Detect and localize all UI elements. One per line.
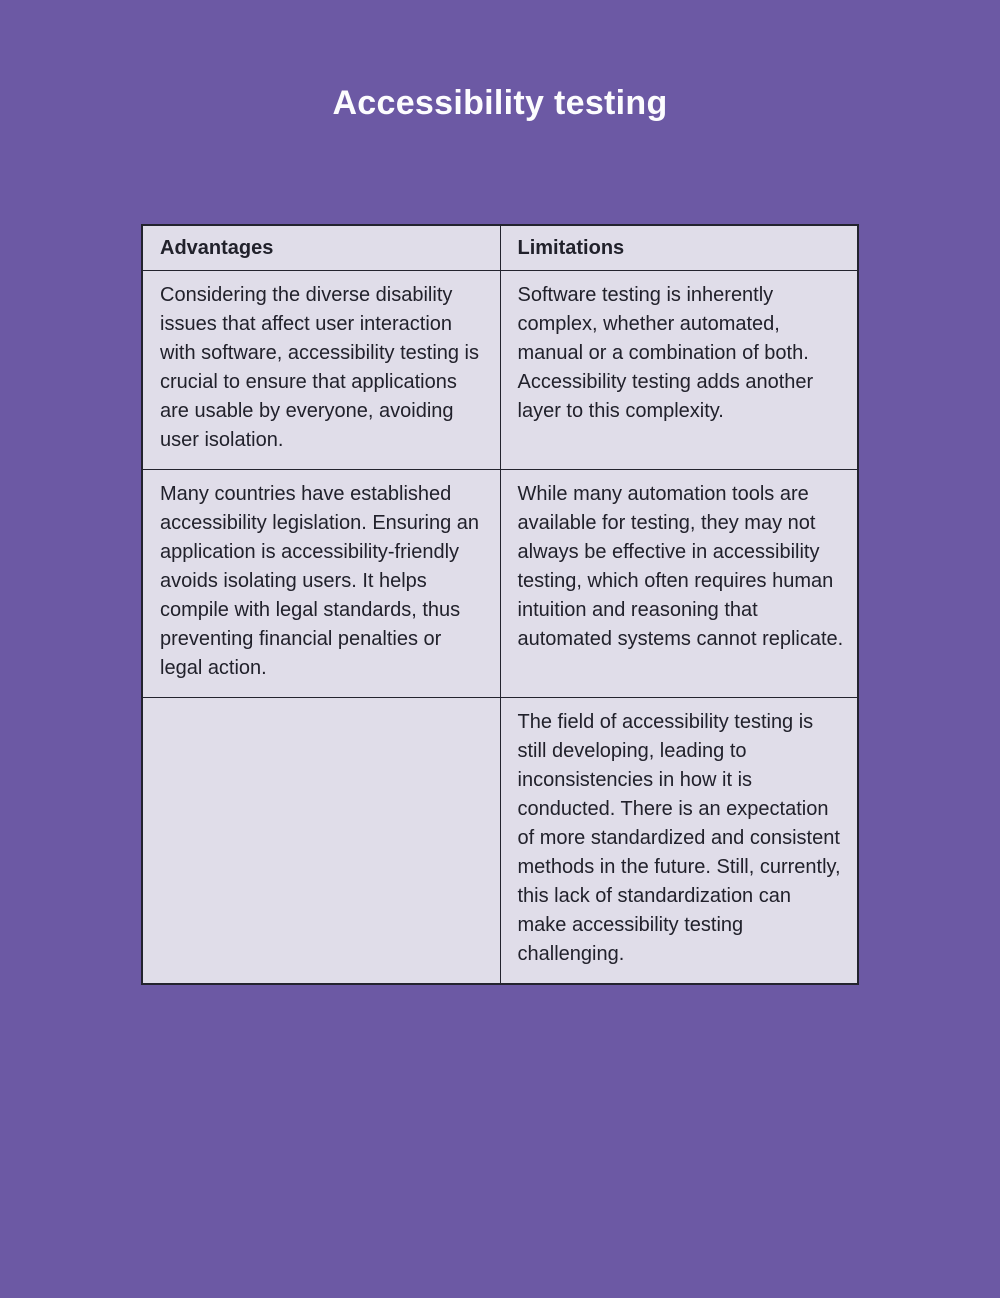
header-row	[142, 225, 858, 271]
page-title: Accessibility testing	[332, 84, 668, 122]
advantages-cell: Many countries have established accessibility legislation. Ensuring an application is accessibility-friendly avoids isolating users. It helps compile with legal standards, thus preventing financial penalties or legal action.	[142, 470, 500, 698]
limitations-cell: The field of accessibility testing is still developing, leading to inconsistencies in how it is conducted. There is an expectation of more standardized and consistent methods in the future. Still, currently, this lack of standardization can make accessibility testing challenging.	[500, 698, 858, 985]
comparison-table-container	[141, 224, 859, 985]
advantages-cell-empty	[142, 698, 500, 985]
table-row	[142, 698, 858, 985]
table-row	[142, 271, 858, 470]
limitations-cell: Software testing is inherently complex, whether automated, manual or a combination of both. Accessibility testing adds another layer to this complexity.	[500, 271, 858, 470]
table-row	[142, 470, 858, 698]
comparison-table	[141, 224, 859, 985]
column-header-limitations: Limitations	[500, 225, 858, 271]
column-header-advantages: Advantages	[142, 225, 500, 271]
table-body	[142, 271, 858, 985]
limitations-cell: While many automation tools are available for testing, they may not always be effective in accessibility testing, which often requires human intuition and reasoning that automated systems cannot replicate.	[500, 470, 858, 698]
advantages-cell: Considering the diverse disability issues that affect user interaction with software, accessibility testing is crucial to ensure that applications are usable by everyone, avoiding user isolation.	[142, 271, 500, 470]
table-header	[142, 225, 858, 271]
